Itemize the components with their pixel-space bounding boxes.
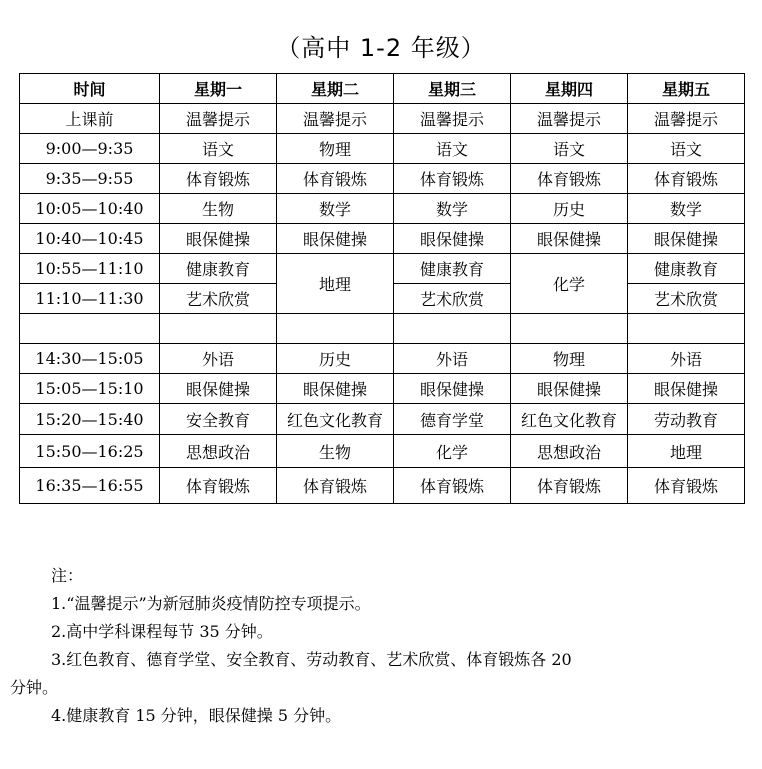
table-row [20,254,745,284]
class-cell: 历史 [511,194,628,224]
class-cell: 数学 [277,194,394,224]
class-cell: 温馨提示 [628,104,745,134]
class-cell: 艺术欣赏 [628,284,745,314]
class-cell: 温馨提示 [394,104,511,134]
class-cell: 思想政治 [160,435,277,468]
class-cell: 数学 [628,194,745,224]
class-cell: 历史 [277,344,394,374]
time-cell: 10:05—10:40 [20,194,160,224]
class-cell: 外语 [628,344,745,374]
class-cell: 体育锻炼 [277,468,394,504]
time-cell: 15:50—16:25 [20,435,160,468]
class-cell: 语文 [394,134,511,164]
note-item: 4.健康教育 15 分钟，眼保健操 5 分钟。 [51,706,342,725]
class-cell: 眼保健操 [394,224,511,254]
table-row [20,224,745,254]
class-cell: 眼保健操 [628,374,745,404]
table-row [20,164,745,194]
class-cell [511,314,628,344]
time-cell [20,314,160,344]
header-thursday: 星期四 [511,74,628,104]
header-tuesday: 星期二 [277,74,394,104]
class-cell: 眼保健操 [511,224,628,254]
class-cell: 红色文化教育 [511,404,628,435]
class-cell: 地理 [628,435,745,468]
class-cell: 外语 [394,344,511,374]
note-item: 2.高中学科课程每节 35 分钟。 [51,622,273,641]
time-cell: 15:20—15:40 [20,404,160,435]
notes-heading: 注： [51,566,84,585]
class-cell: 德育学堂 [394,404,511,435]
class-cell: 语文 [628,134,745,164]
time-cell: 10:55—11:10 [20,254,160,284]
class-cell [394,314,511,344]
class-cell: 眼保健操 [160,374,277,404]
header-time: 时间 [20,74,160,104]
class-cell: 眼保健操 [511,374,628,404]
class-cell: 眼保健操 [277,224,394,254]
table-row [20,404,745,435]
class-cell: 思想政治 [511,435,628,468]
class-cell [277,314,394,344]
class-cell: 体育锻炼 [511,468,628,504]
table-row [20,468,745,504]
class-cell: 艺术欣赏 [160,284,277,314]
class-cell: 艺术欣赏 [394,284,511,314]
class-cell: 外语 [160,344,277,374]
time-cell: 9:35—9:55 [20,164,160,194]
note-item: 1.“温馨提示”为新冠肺炎疫情防控专项提示。 [51,594,371,613]
class-cell: 劳动教育 [628,404,745,435]
class-cell: 语文 [160,134,277,164]
table-row [20,435,745,468]
class-cell: 体育锻炼 [160,468,277,504]
class-cell: 体育锻炼 [628,164,745,194]
time-cell: 15:05—15:10 [20,374,160,404]
class-cell: 物理 [277,134,394,164]
schedule-title: （高中 1-2 年级） [276,34,486,62]
time-cell: 10:40—10:45 [20,224,160,254]
time-cell: 9:00—9:35 [20,134,160,164]
class-cell: 体育锻炼 [394,468,511,504]
class-cell: 化学 [394,435,511,468]
class-cell: 生物 [160,194,277,224]
class-cell: 安全教育 [160,404,277,435]
class-cell: 温馨提示 [160,104,277,134]
class-cell: 生物 [277,435,394,468]
class-cell-merged: 地理 [277,254,394,314]
table-row [20,194,745,224]
time-cell: 14:30—15:05 [20,344,160,374]
class-cell: 眼保健操 [394,374,511,404]
class-cell: 体育锻炼 [394,164,511,194]
time-cell: 11:10—11:30 [20,284,160,314]
notes-section [10,562,750,730]
header-wednesday: 星期三 [394,74,511,104]
class-cell [628,314,745,344]
table-row [20,104,745,134]
header-friday: 星期五 [628,74,745,104]
class-cell: 温馨提示 [277,104,394,134]
class-cell: 语文 [511,134,628,164]
header-monday: 星期一 [160,74,277,104]
class-cell: 物理 [511,344,628,374]
class-cell: 健康教育 [394,254,511,284]
class-cell: 体育锻炼 [160,164,277,194]
table-row-break [20,314,745,344]
class-cell: 体育锻炼 [511,164,628,194]
class-cell: 数学 [394,194,511,224]
timetable [19,73,745,504]
table-row [20,344,745,374]
note-item-continued: 分钟。 [10,678,59,697]
class-cell: 眼保健操 [160,224,277,254]
time-cell: 16:35—16:55 [20,468,160,504]
class-cell: 眼保健操 [277,374,394,404]
class-cell: 红色文化教育 [277,404,394,435]
time-cell: 上课前 [20,104,160,134]
table-header-row [20,74,745,104]
class-cell: 体育锻炼 [628,468,745,504]
class-cell: 健康教育 [160,254,277,284]
note-item: 3.红色教育、德育学堂、安全教育、劳动教育、艺术欣赏、体育锻炼各 20 [51,650,572,669]
class-cell-merged: 化学 [511,254,628,314]
class-cell: 温馨提示 [511,104,628,134]
table-row [20,374,745,404]
class-cell: 体育锻炼 [277,164,394,194]
class-cell: 眼保健操 [628,224,745,254]
class-cell [160,314,277,344]
class-cell: 健康教育 [628,254,745,284]
table-row [20,134,745,164]
